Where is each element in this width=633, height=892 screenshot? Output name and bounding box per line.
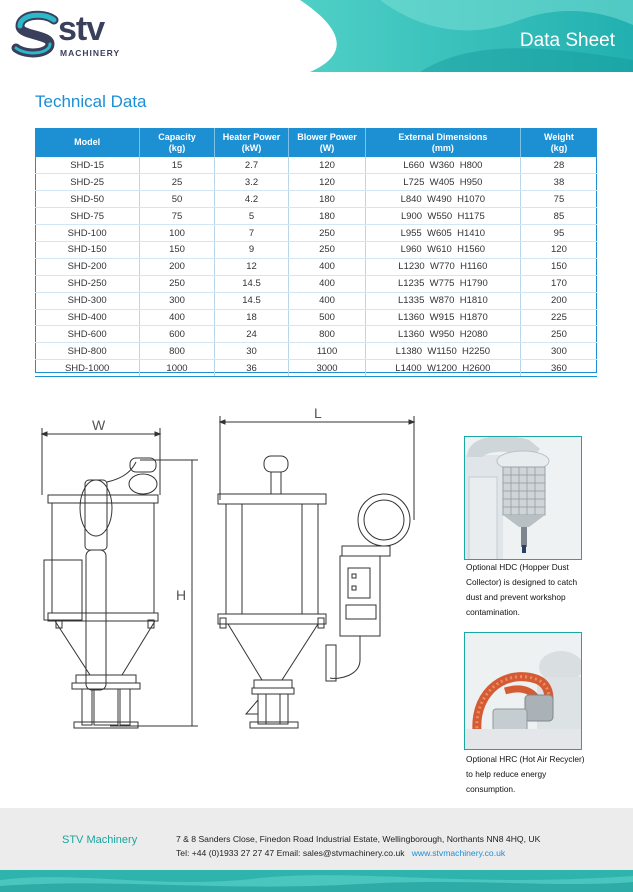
table-row: [35, 343, 597, 360]
table-cell-dims: L1230 W770 H1160: [365, 258, 520, 275]
table-cell-weight: 120: [520, 241, 597, 258]
table-cell-weight: 225: [520, 309, 597, 326]
table-cell-capacity: 1000: [140, 360, 215, 377]
table-cell-weight: 200: [520, 292, 597, 309]
column-header: Weight (kg): [520, 128, 597, 157]
table-cell-capacity: 150: [140, 241, 215, 258]
brand-name: stv: [58, 10, 105, 48]
table-cell-model: SHD-200: [35, 258, 140, 275]
table-cell-heater: 7: [214, 225, 289, 242]
table-cell-dims: L955 W605 H1410: [365, 225, 520, 242]
table-cell-weight: 75: [520, 191, 597, 208]
table-cell-heater: 18: [214, 309, 289, 326]
front-view-machine: [218, 456, 410, 728]
footer-phone-email: Tel: +44 (0)1933 27 27 47 Email: sales@stvmachinery.co.uk: [176, 848, 405, 858]
table-cell-model: SHD-1000: [35, 360, 140, 377]
table-cell-dims: L960 W610 H1560: [365, 241, 520, 258]
page-title: Data Sheet: [519, 30, 615, 51]
table-cell-blower: 120: [289, 157, 366, 174]
hdc-option-photo: [464, 436, 582, 560]
footer-decoration: [0, 870, 633, 892]
table-row: [35, 241, 597, 258]
table-cell-heater: 4.2: [214, 191, 289, 208]
table-cell-blower: 1100: [289, 343, 366, 360]
table-cell-heater: 24: [214, 326, 289, 343]
table-row: [35, 258, 597, 275]
table-cell-dims: L1360 W915 H1870: [365, 309, 520, 326]
table-cell-blower: 180: [289, 208, 366, 225]
table-cell-heater: 2.7: [214, 157, 289, 174]
table-cell-capacity: 200: [140, 258, 215, 275]
table-cell-dims: L840 W490 H1070: [365, 191, 520, 208]
table-cell-dims: L1380 W1150 H2250: [365, 343, 520, 360]
dryer-technical-drawing: [30, 400, 430, 760]
table-cell-capacity: 800: [140, 343, 215, 360]
table-cell-capacity: 400: [140, 309, 215, 326]
column-header: Model: [35, 128, 140, 157]
table-cell-capacity: 300: [140, 292, 215, 309]
table-cell-dims: L1360 W950 H2080: [365, 326, 520, 343]
table-cell-model: SHD-75: [35, 208, 140, 225]
table-cell-blower: 400: [289, 292, 366, 309]
column-header: Capacity (kg): [140, 128, 215, 157]
page-footer: [0, 808, 633, 892]
table-cell-capacity: 50: [140, 191, 215, 208]
table-cell-capacity: 75: [140, 208, 215, 225]
table-row: [35, 309, 597, 326]
table-cell-dims: L900 W550 H1175: [365, 208, 520, 225]
table-cell-blower: 250: [289, 225, 366, 242]
table-row: [35, 157, 597, 174]
table-cell-blower: 3000: [289, 360, 366, 377]
technical-data-table: [35, 128, 597, 377]
table-cell-model: SHD-15: [35, 157, 140, 174]
table-cell-weight: 150: [520, 258, 597, 275]
column-header: Blower Power (W): [289, 128, 366, 157]
width-label: W: [92, 417, 106, 433]
table-cell-capacity: 600: [140, 326, 215, 343]
table-cell-heater: 5: [214, 208, 289, 225]
column-header: Heater Power (kW): [214, 128, 289, 157]
page-header: [0, 0, 633, 72]
table-cell-weight: 85: [520, 208, 597, 225]
table-cell-dims: L1235 W775 H1790: [365, 275, 520, 292]
table-cell-weight: 170: [520, 275, 597, 292]
table-cell-weight: 28: [520, 157, 597, 174]
table-cell-blower: 800: [289, 326, 366, 343]
table-cell-heater: 14.5: [214, 275, 289, 292]
table-row: [35, 208, 597, 225]
table-cell-weight: 38: [520, 174, 597, 191]
table-cell-capacity: 15: [140, 157, 215, 174]
table-row: [35, 174, 597, 191]
footer-website-link[interactable]: www.stvmachinery.co.uk: [411, 848, 506, 858]
table-row: [35, 326, 597, 343]
table-cell-heater: 30: [214, 343, 289, 360]
footer-address: 7 & 8 Sanders Close, Finedon Road Industrial Estate, Wellingborough, Northants NN8 4HQ, UK: [176, 834, 541, 844]
table-cell-blower: 500: [289, 309, 366, 326]
hrc-option-caption: Optional HRC (Hot Air Recycler) to help reduce energy consumption.: [466, 754, 585, 794]
table-cell-dims: L660 W360 H800: [365, 157, 520, 174]
height-label: H: [176, 587, 187, 603]
table-cell-heater: 12: [214, 258, 289, 275]
section-title: Technical Data: [35, 92, 147, 111]
table-row: [35, 292, 597, 309]
table-cell-blower: 250: [289, 241, 366, 258]
table-cell-model: SHD-600: [35, 326, 140, 343]
table-row: [35, 225, 597, 242]
table-cell-heater: 36: [214, 360, 289, 377]
table-row: [35, 191, 597, 208]
table-row: [35, 275, 597, 292]
table-cell-model: SHD-100: [35, 225, 140, 242]
table-cell-dims: L1400 W1200 H2600: [365, 360, 520, 377]
table-cell-blower: 400: [289, 275, 366, 292]
column-header: External Dimensions (mm): [365, 128, 520, 157]
table-cell-blower: 400: [289, 258, 366, 275]
table-cell-weight: 360: [520, 360, 597, 377]
table-cell-capacity: 100: [140, 225, 215, 242]
table-cell-heater: 9: [214, 241, 289, 258]
table-cell-model: SHD-400: [35, 309, 140, 326]
table-cell-blower: 120: [289, 174, 366, 191]
table-cell-model: SHD-150: [35, 241, 140, 258]
table-cell-heater: 14.5: [214, 292, 289, 309]
table-cell-dims: L1335 W870 H1810: [365, 292, 520, 309]
table-cell-model: SHD-300: [35, 292, 140, 309]
table-cell-model: SHD-50: [35, 191, 140, 208]
table-cell-model: SHD-25: [35, 174, 140, 191]
table-cell-blower: 180: [289, 191, 366, 208]
brand-subtitle: MACHINERY: [60, 48, 121, 58]
table-cell-weight: 250: [520, 326, 597, 343]
table-cell-model: SHD-250: [35, 275, 140, 292]
footer-company: STV Machinery: [62, 834, 138, 846]
table-cell-dims: L725 W405 H950: [365, 174, 520, 191]
table-cell-model: SHD-800: [35, 343, 140, 360]
table-cell-capacity: 250: [140, 275, 215, 292]
footer-contact: [176, 848, 505, 858]
length-label: L: [314, 405, 322, 421]
table-cell-capacity: 25: [140, 174, 215, 191]
table-cell-weight: 300: [520, 343, 597, 360]
hdc-option-caption: Optional HDC (Hopper Dust Collector) is designed to catch dust and prevent workshop contamination.: [466, 562, 578, 617]
side-view-machine: [44, 458, 158, 728]
table-cell-weight: 95: [520, 225, 597, 242]
table-header-row: [35, 128, 597, 157]
hrc-option-photo: [464, 632, 582, 750]
table-cell-heater: 3.2: [214, 174, 289, 191]
table-row: [35, 360, 597, 377]
